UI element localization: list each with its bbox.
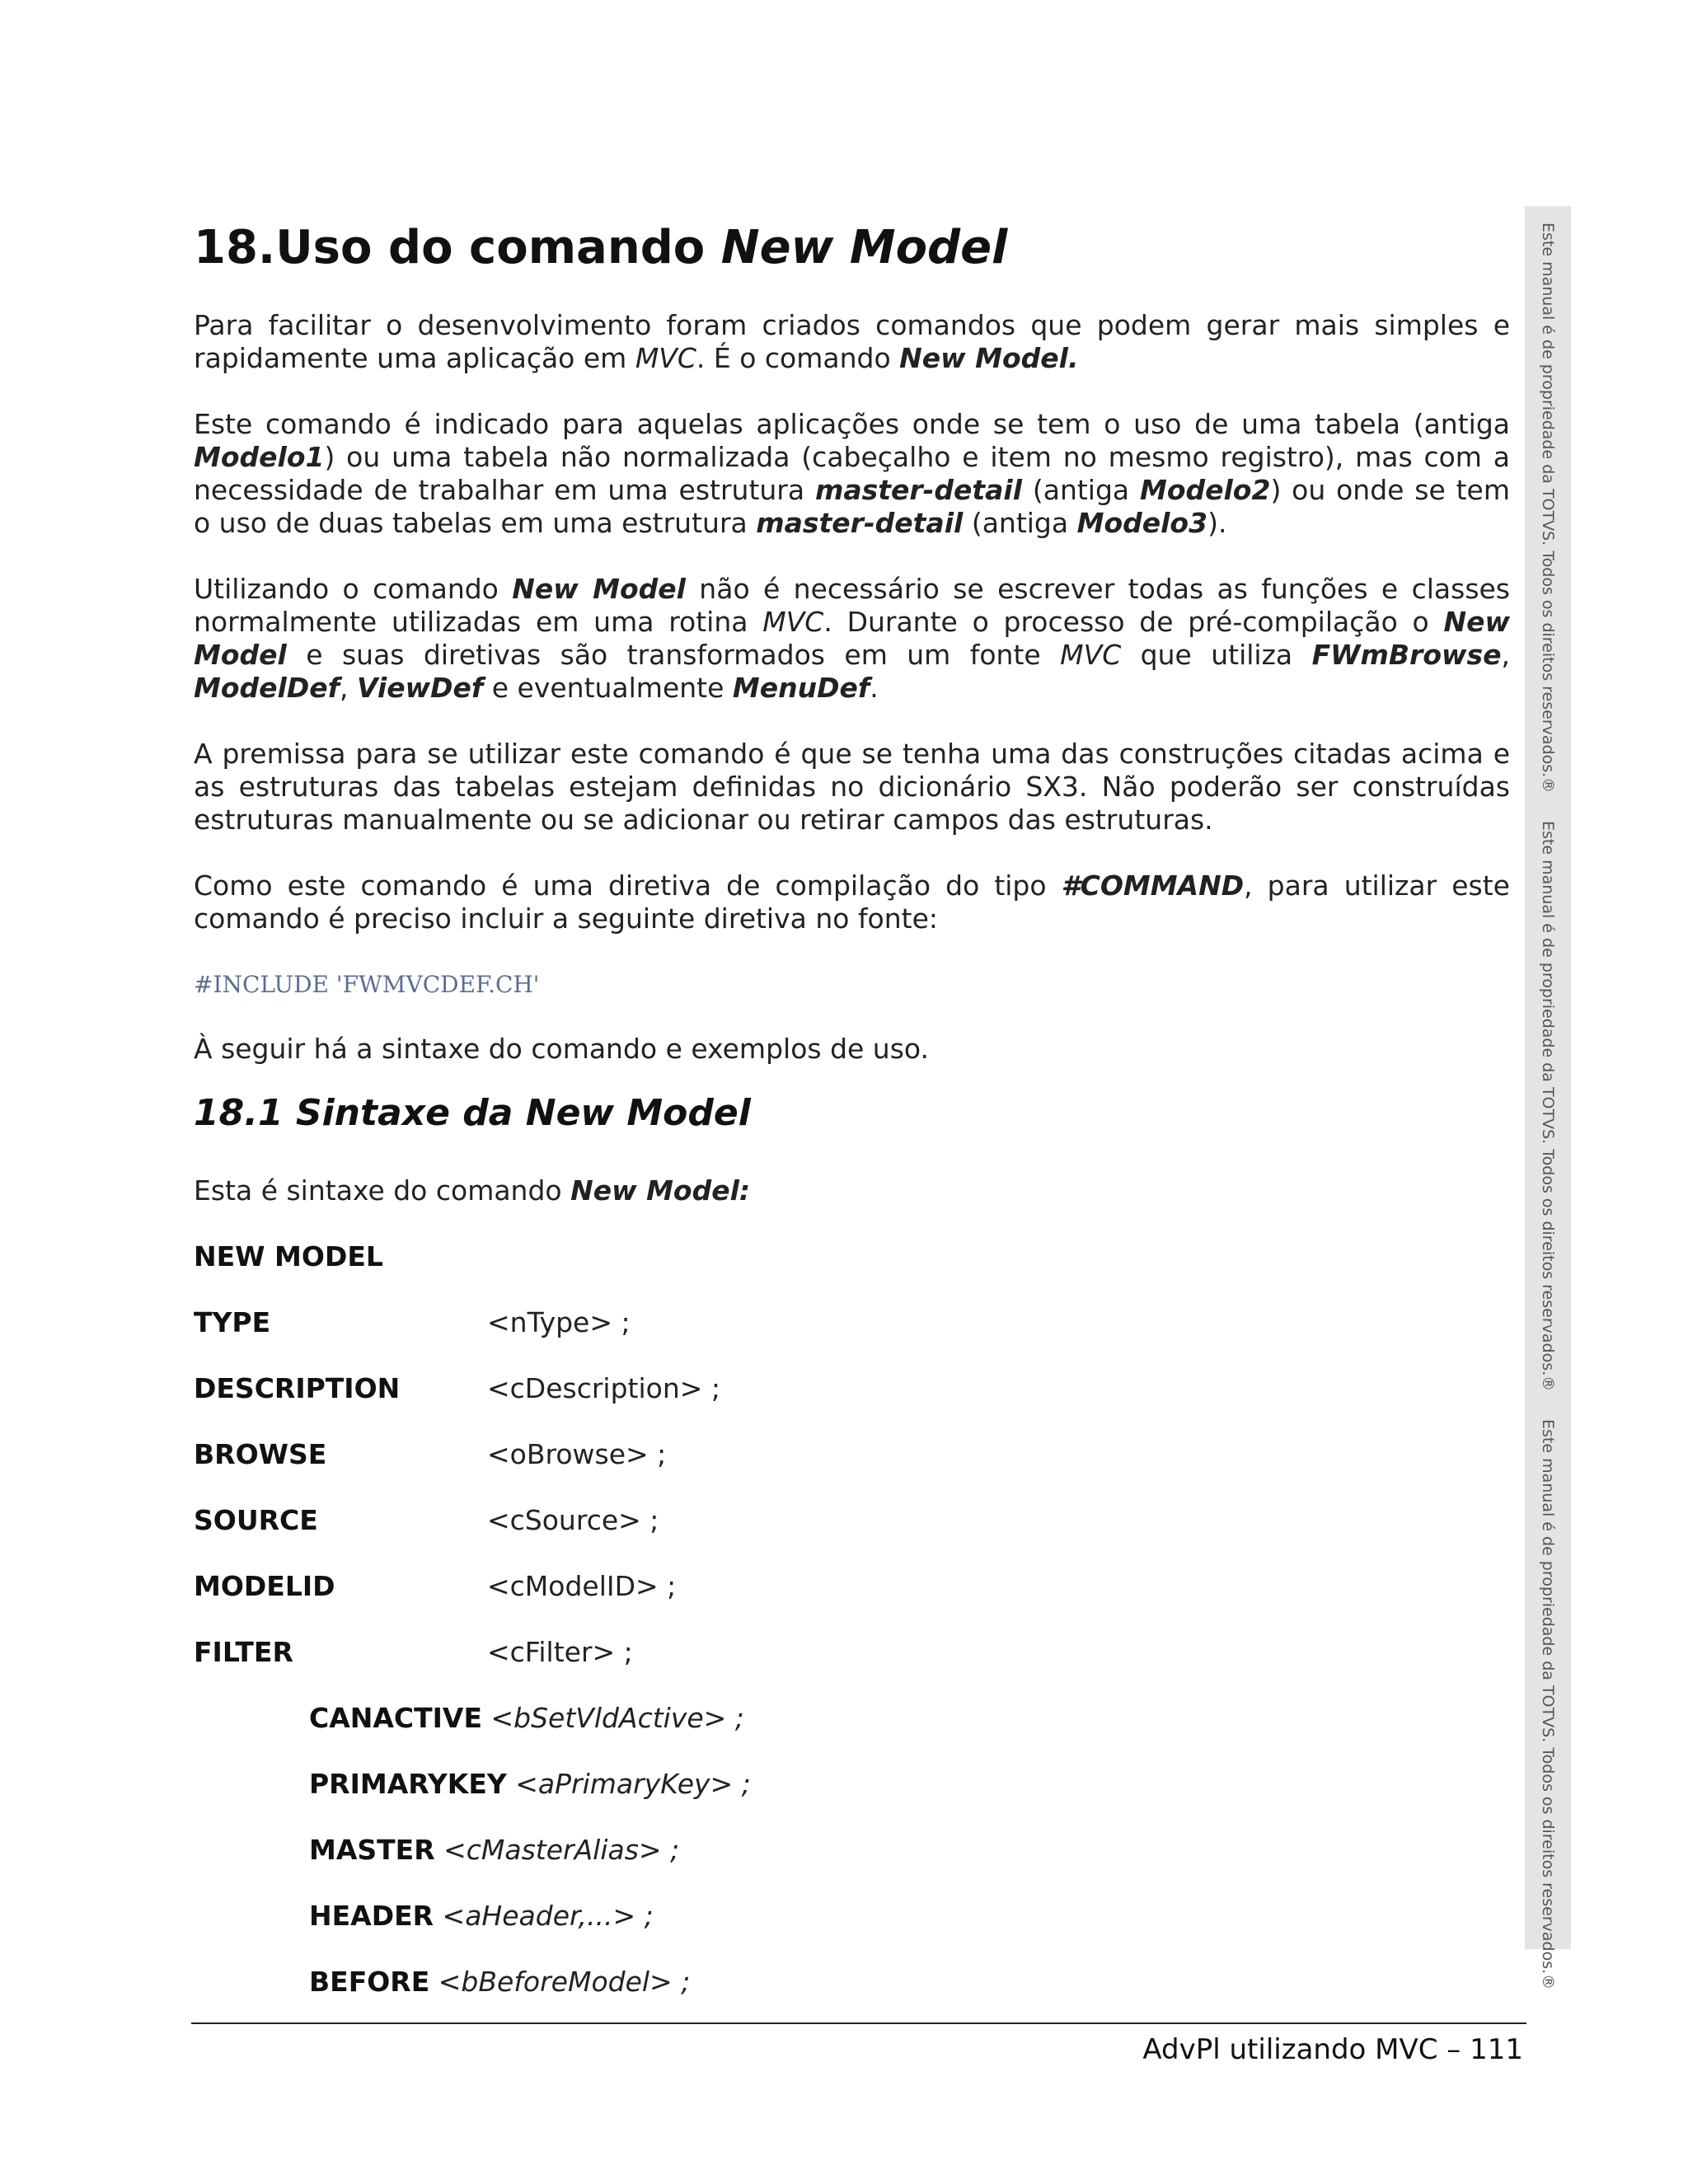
syntax-argument: <cSource> ; — [487, 1504, 659, 1536]
syntax-keyword: MODELID — [194, 1570, 335, 1602]
paragraph-3: Utilizando o comando New Model não é necessário se escrever todas as funções e classes normalmente utilizadas em uma rotina MVC. Durante o processo de pré-compilação o New Model e suas diretivas são transformados em um fonte MVC que utiliza FWmBrowse, ModelDef, ViewDef e eventualmente MenuDef. — [194, 573, 1511, 704]
syntax-argument: <cMasterAlias> ; — [443, 1834, 680, 1866]
syntax-subrow — [309, 1768, 1510, 1801]
syntax-keyword: PRIMARYKEY — [309, 1768, 507, 1800]
syntax-argument: <oBrowse> ; — [487, 1438, 667, 1470]
paragraph-5: Como este comando é uma diretiva de compilação do tipo #COMMAND, para utilizar este comando é preciso incluir a seguinte diretiva no fonte: — [194, 869, 1510, 935]
syntax-row — [194, 1372, 1510, 1405]
chapter-number: 18. — [194, 221, 276, 274]
syntax-subrows — [194, 1702, 1510, 1999]
sidebar-text: Este manual é de propriedade da TOTVS. Todos os direitos reservados.® — [1539, 1419, 1557, 1990]
syntax-subrow — [309, 1702, 1510, 1735]
syntax-keyword: FILTER — [194, 1636, 293, 1668]
chapter-title-italic: New Model — [720, 221, 1008, 274]
page-content — [194, 218, 1510, 2032]
paragraph-6: À seguir há a sintaxe do comando e exemplos de uso. — [194, 1033, 930, 1065]
syntax-subrow — [309, 1900, 1510, 1933]
chapter-title — [194, 218, 1510, 278]
syntax-row — [194, 1306, 1510, 1339]
syntax-intro: Esta é sintaxe do comando New Model: — [194, 1174, 751, 1207]
syntax-keyword: MASTER — [309, 1834, 435, 1866]
page-footer: AdvPl utilizando MVC – 111 — [1142, 2033, 1523, 2066]
syntax-subrow — [309, 1834, 1510, 1867]
copyright-sidebar — [1525, 206, 1571, 1990]
syntax-argument: <cDescription> ; — [487, 1372, 720, 1404]
sidebar-segment — [1525, 821, 1571, 1398]
syntax-argument: <cFilter> ; — [487, 1636, 633, 1668]
sidebar-segment — [1525, 223, 1571, 799]
sidebar-text: Este manual é de propriedade da TOTVS. Todos os direitos reservados.® — [1539, 821, 1557, 1392]
sidebar-text: Este manual é de propriedade da TOTVS. Todos os direitos reservados.® — [1539, 223, 1557, 794]
syntax-row — [194, 1504, 1510, 1537]
code-include: #INCLUDE 'FWMVCDEF.CH' — [194, 971, 540, 998]
paragraph-4: A premissa para se utilizar este comando é que se tenha uma das construções citadas acima e as estruturas das tabelas estejam definidas no dicionário SX3. Não poderão ser construídas estruturas manualmente ou se adicionar ou retirar campos das estruturas. — [194, 738, 1510, 836]
syntax-keyword: HEADER — [309, 1900, 434, 1932]
sidebar-segment — [1525, 1419, 1571, 1996]
syntax-argument: <aHeader,...> ; — [442, 1900, 654, 1932]
paragraph-2: Este comando é indicado para aquelas aplicações onde se tem o uso de uma tabela (antiga Modelo1) ou uma tabela não normalizada (cabeçalho e item no mesmo registro), mas com a necessidade de trabalhar em uma estrutura master-detail (antiga Modelo2) ou onde se tem o uso de duas tabelas em uma estrutura master-detail (antiga Modelo3). — [194, 408, 1510, 539]
syntax-keyword: BROWSE — [194, 1438, 327, 1470]
syntax-argument: <nType> ; — [487, 1306, 631, 1338]
syntax-keyword: DESCRIPTION — [194, 1372, 401, 1404]
paragraph-1: Para facilitar o desenvolvimento foram criados comandos que podem gerar mais simples e rapidamente uma aplicação em MVC. É o comando New Model. — [194, 309, 1510, 374]
chapter-title-text: Uso do comando — [275, 221, 721, 274]
syntax-row — [194, 1570, 1510, 1603]
section-title: 18.1 Sintaxe da New Model — [194, 1092, 751, 1134]
syntax-argument: <bBeforeModel> ; — [438, 1966, 691, 1998]
syntax-keyword: TYPE — [194, 1306, 271, 1338]
syntax-subrow — [309, 1966, 1510, 1999]
syntax-argument: <cModelID> ; — [487, 1570, 677, 1602]
syntax-row — [194, 1636, 1510, 1669]
syntax-argument: <bSetVldActive> ; — [490, 1702, 744, 1734]
syntax-keyword: SOURCE — [194, 1504, 318, 1536]
syntax-argument: <aPrimaryKey> ; — [515, 1768, 751, 1800]
syntax-row — [194, 1438, 1510, 1471]
syntax-command: NEW MODEL — [194, 1240, 383, 1272]
syntax-keyword: BEFORE — [309, 1966, 430, 1998]
footer-divider — [191, 2022, 1526, 2024]
syntax-rows — [194, 1306, 1510, 1669]
syntax-keyword: CANACTIVE — [309, 1702, 483, 1734]
